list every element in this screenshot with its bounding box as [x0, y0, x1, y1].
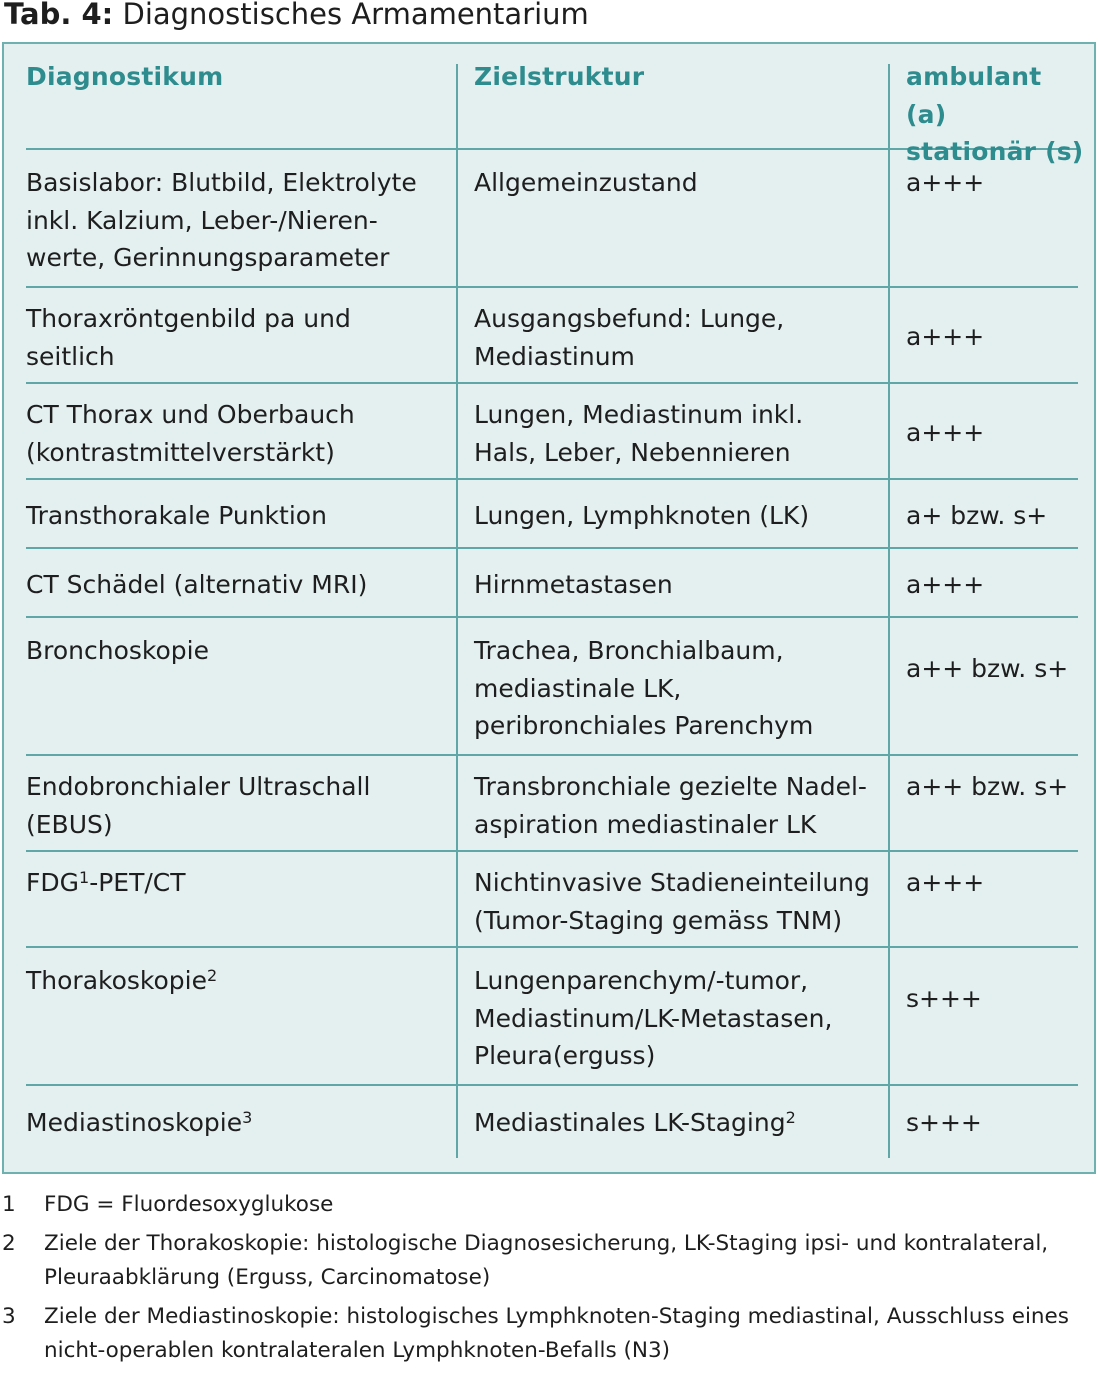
cell-zielstruktur: Lungenparenchym/-tumor, Mediastinum/LK-Metastasen, Pleura(erguss) [474, 966, 833, 1070]
cell-diagnostikum-text: Thorakoskopie [26, 966, 207, 995]
cell-diagnostikum: Basislabor: Blutbild, Elektrolyte inkl. Kalzium, Leber-/Nieren- werte, Gerinnungsparameter [26, 168, 417, 272]
table-caption [4, 0, 589, 34]
cell-setting: a+++ [906, 868, 985, 897]
cell-setting: s+++ [906, 1108, 982, 1137]
cell-diagnostikum: Bronchoskopie [26, 636, 210, 665]
cell-zielstruktur: Transbronchiale gezielte Nadel- aspiration mediastinaler LK [474, 772, 867, 839]
footnote [0, 1227, 1100, 1295]
diagnostics-table [2, 42, 1096, 1174]
cell-setting: s+++ [906, 984, 982, 1013]
row-divider [26, 286, 1078, 288]
cell-setting: a+++ [906, 418, 985, 447]
footnote-text: Ziele der Thorakoskopie: histologische Diagnosesicherung, LK-Staging ipsi- und kontralateral, Pleuraabklärung (Erguss, Carcinomatose) [44, 1231, 1049, 1290]
row-divider [26, 850, 1078, 852]
row-divider [26, 478, 1078, 480]
cell-diagnostikum: CT Thorax und Oberbauch (kontrastmittelverstärkt) [26, 400, 355, 467]
cell-diagnostikum: CT Schädel (alternativ MRI) [26, 570, 368, 599]
footnote-ref: 2 [785, 1108, 796, 1127]
footnote-number: 2 [2, 1231, 16, 1256]
cell-setting: a+++ [906, 570, 985, 599]
cell-zielstruktur: Hirnmetastasen [474, 570, 673, 599]
footnote-number: 1 [2, 1192, 16, 1217]
caption-label: Tab. 4: [4, 0, 114, 31]
cell-zielstruktur: Lungen, Lymphknoten (LK) [474, 501, 810, 530]
cell-zielstruktur: Ausgangsbefund: Lunge, Mediastinum [474, 304, 785, 371]
cell-zielstruktur: Lungen, Mediastinum inkl. Hals, Leber, Nebennieren [474, 400, 804, 467]
cell-diagnostikum-text: Mediastinoskopie [26, 1108, 243, 1137]
footnotes [0, 1188, 1100, 1373]
cell-zielstruktur: Nichtinvasive Stadieneinteilung (Tumor-Staging gemäss TNM) [474, 868, 870, 935]
row-divider [26, 382, 1078, 384]
cell-setting: a+++ [906, 322, 985, 351]
footnote [0, 1188, 1100, 1222]
footnote-text: Ziele der Mediastinoskopie: histologisches Lymphknoten-Staging mediastinal, Ausschluss eines nicht-operablen kontralateralen Lymphknoten-Befalls (N3) [44, 1304, 1069, 1363]
cell-diagnostikum: Transthorakale Punktion [26, 501, 327, 530]
column-divider [456, 64, 458, 1158]
footnote-number: 3 [2, 1304, 16, 1329]
cell-setting: a+ bzw. s+ [906, 501, 1048, 530]
header-setting: ambulant (a) stationär (s) [906, 62, 1084, 166]
column-divider [888, 64, 890, 1158]
cell-diagnostikum-text: -PET/CT [89, 868, 186, 897]
caption-title: Diagnostisches Armamentarium [122, 0, 589, 31]
footnote-text: FDG = Fluordesoxyglukose [44, 1192, 334, 1217]
cell-setting: a++ bzw. s+ [906, 772, 1069, 801]
cell-diagnostikum [26, 864, 446, 902]
header-zielstruktur: Zielstruktur [474, 62, 645, 91]
cell-zielstruktur: Trachea, Bronchialbaum, mediastinale LK, peribronchiales Parenchym [474, 636, 814, 740]
row-divider [26, 1084, 1078, 1086]
row-divider [26, 946, 1078, 948]
cell-zielstruktur-text: Mediastinales LK-Staging [474, 1108, 786, 1137]
footnote-ref: 2 [207, 966, 218, 985]
header-diagnostikum: Diagnostikum [26, 62, 224, 91]
cell-zielstruktur: Allgemeinzustand [474, 168, 698, 197]
cell-setting: a+++ [906, 168, 985, 197]
cell-diagnostikum-text: FDG [26, 868, 80, 897]
footnote-ref: 1 [79, 868, 90, 887]
cell-setting: a++ bzw. s+ [906, 654, 1069, 683]
cell-diagnostikum: Endobronchialer Ultraschall (EBUS) [26, 772, 371, 839]
footnote-ref: 3 [242, 1108, 253, 1127]
cell-diagnostikum: Thoraxröntgenbild pa und seitlich [26, 304, 351, 371]
cell-diagnostikum [26, 962, 446, 1000]
row-divider [26, 616, 1078, 618]
cell-diagnostikum [26, 1104, 446, 1142]
row-divider [26, 547, 1078, 549]
row-divider [26, 754, 1078, 756]
footnote [0, 1300, 1100, 1368]
cell-zielstruktur [474, 1104, 884, 1142]
